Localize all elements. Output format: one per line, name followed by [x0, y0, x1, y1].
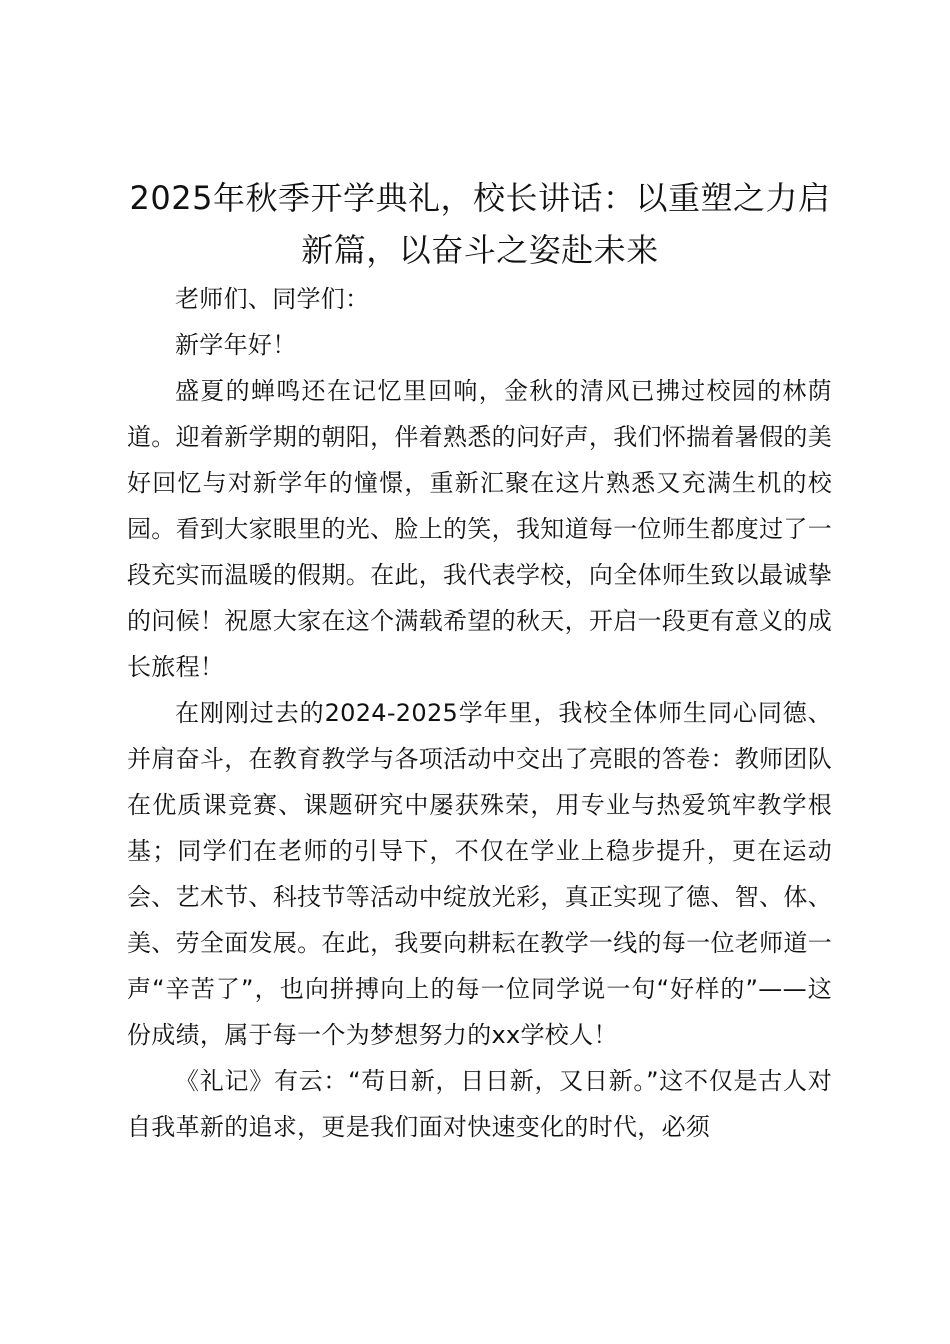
document-body — [127, 276, 832, 1150]
paragraph-liji-quote: 《礼记》有云：“苟日新，日日新，又日新。”这不仅是古人对自我革新的追求，更是我们面对快速变化的时代，必须 — [127, 1067, 832, 1141]
salutation: 老师们、同学们： — [175, 285, 370, 313]
paragraph-achievements: 在刚刚过去的2024-2025学年里，我校全体师生同心同德、并肩奋斗，在教育教学与各项活动中交出了亮眼的答卷：教师团队在优质课竞赛、课题研究中屡获殊荣，用专业与热爱筑牢教学根基；同学们在老师的引导下，不仅在学业上稳步提升，更在运动会、艺术节、科技节等活动中绽放光彩，真正实现了德、智、体、美、劳全面发展。在此，我要向耕耘在教学一线的每一位老师道一声“辛苦了”，也向拼搏向上的每一位同学说一句“好样的”——这份成绩，属于每一个为梦想努力的xx学校人！ — [127, 699, 832, 1049]
document-title: 2025年秋季开学典礼，校长讲话：以重塑之力启新篇，以奋斗之姿赴未来 — [129, 179, 831, 269]
paragraph-opening: 盛夏的蝉鸣还在记忆里回响，金秋的清风已拂过校园的林荫道。迎着新学期的朝阳，伴着熟悉的问好声，我们怀揣着暑假的美好回忆与对新学年的憧憬，重新汇聚在这片熟悉又充满生机的校园。看到大家眼里的光、脸上的笑，我知道每一位师生都度过了一段充实而温暖的假期。在此，我代表学校，向全体师生致以最诚挚的问候！祝愿大家在这个满载希望的秋天，开启一段更有意义的成长旅程！ — [127, 377, 832, 681]
greeting: 新学年好！ — [175, 331, 297, 359]
